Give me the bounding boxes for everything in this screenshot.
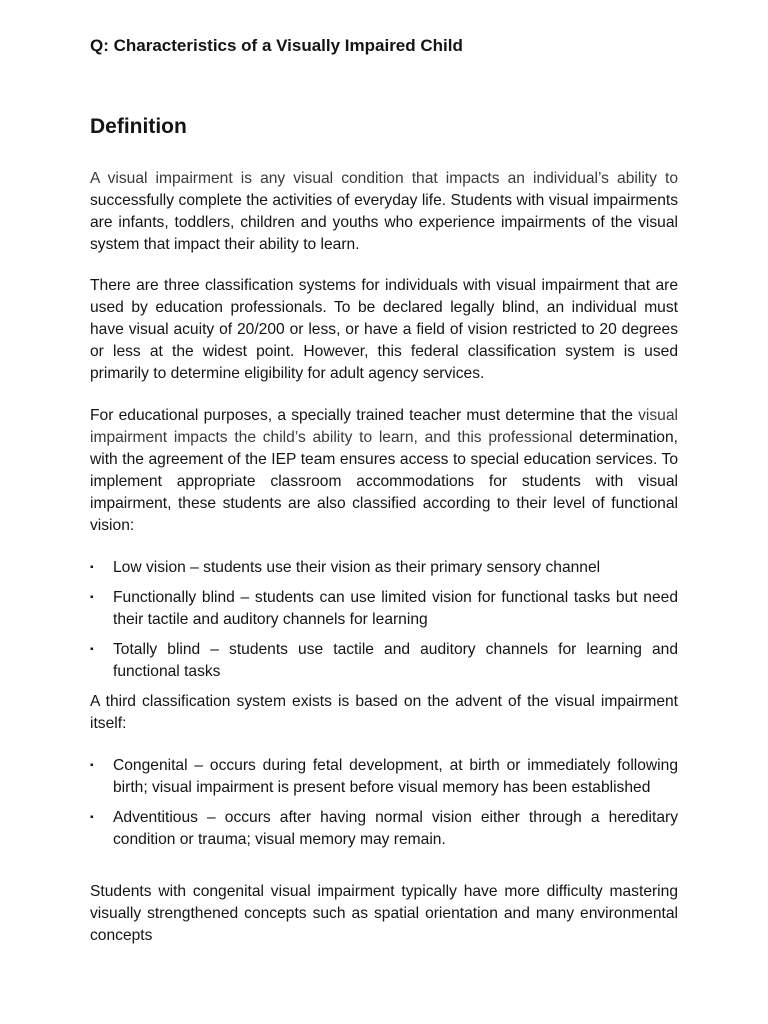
bullet-square-icon: ▪ [90, 562, 94, 573]
paragraph-educational-purposes [90, 405, 678, 537]
paragraph-definition-first-line: A visual impairment is any visual condition that impacts an individual’s ability to [90, 170, 678, 187]
bullet-square-icon: ▪ [90, 812, 94, 823]
paragraph-classification-systems: There are three classification systems for individuals with visual impairment that are used by education professionals. To be declared legally blind, an individual must have visual acuity of 20/200 or less, or have a field of vision restricted to 20 degrees or less at the widest point. However, this federal classification system is used primarily to determine eligibility for adult agency services. [90, 277, 678, 382]
list-item [90, 807, 678, 851]
paragraph-definition-rest: successfully complete the activities of everyday life. Students with visual impairments are infants, toddlers, children and youths who experience impairments of the visual system that impact their ability to learn. [90, 192, 678, 253]
list-item-text: Congenital – occurs during fetal development, at birth or immediately following birth; visual impairment is present before visual memory has been established [113, 757, 678, 796]
bullet-square-icon: ▪ [90, 592, 94, 603]
list-item-text: Functionally blind – students can use limited vision for functional tasks but need their tactile and auditory channels for learning [113, 589, 678, 628]
list-item [90, 557, 678, 579]
list-item-text: Low vision – students use their vision as their primary sensory channel [113, 559, 601, 576]
bullet-square-icon: ▪ [90, 644, 94, 655]
section-heading-definition: Definition [90, 115, 187, 138]
list-item [90, 639, 678, 683]
question-title: Q: Characteristics of a Visually Impaired Child [90, 36, 463, 55]
paragraph-congenital-difficulty: Students with congenital visual impairment typically have more difficulty mastering visually strengthened concepts such as spatial orientation and many environmental concepts [90, 883, 678, 944]
list-item-text: Totally blind – students use tactile and auditory channels for learning and functional tasks [113, 641, 678, 680]
list-item-text: Adventitious – occurs after having normal vision either through a hereditary condition or trauma; visual memory may remain. [113, 809, 678, 848]
bullet-square-icon: ▪ [90, 760, 94, 771]
advent-list [90, 755, 678, 859]
paragraph-definition [90, 168, 678, 256]
functional-vision-list [90, 557, 678, 691]
paragraph-third-classification: A third classification system exists is based on the advent of the visual impairment itself: [90, 693, 678, 732]
paragraph-educational-first-line: For educational purposes, a specially trained teacher must determine that the [90, 407, 633, 424]
list-item [90, 755, 678, 799]
paragraph-educational-rest: determination, with the agreement of the IEP team ensures access to special education services. To implement appropriate classroom accommodations for students with visual impairment, these students are also classified according to their level of functional vision: [90, 429, 678, 534]
paragraph-educational-second-line: visual impairment impacts the child’s ability to learn, and this professional [90, 407, 678, 446]
list-item [90, 587, 678, 631]
